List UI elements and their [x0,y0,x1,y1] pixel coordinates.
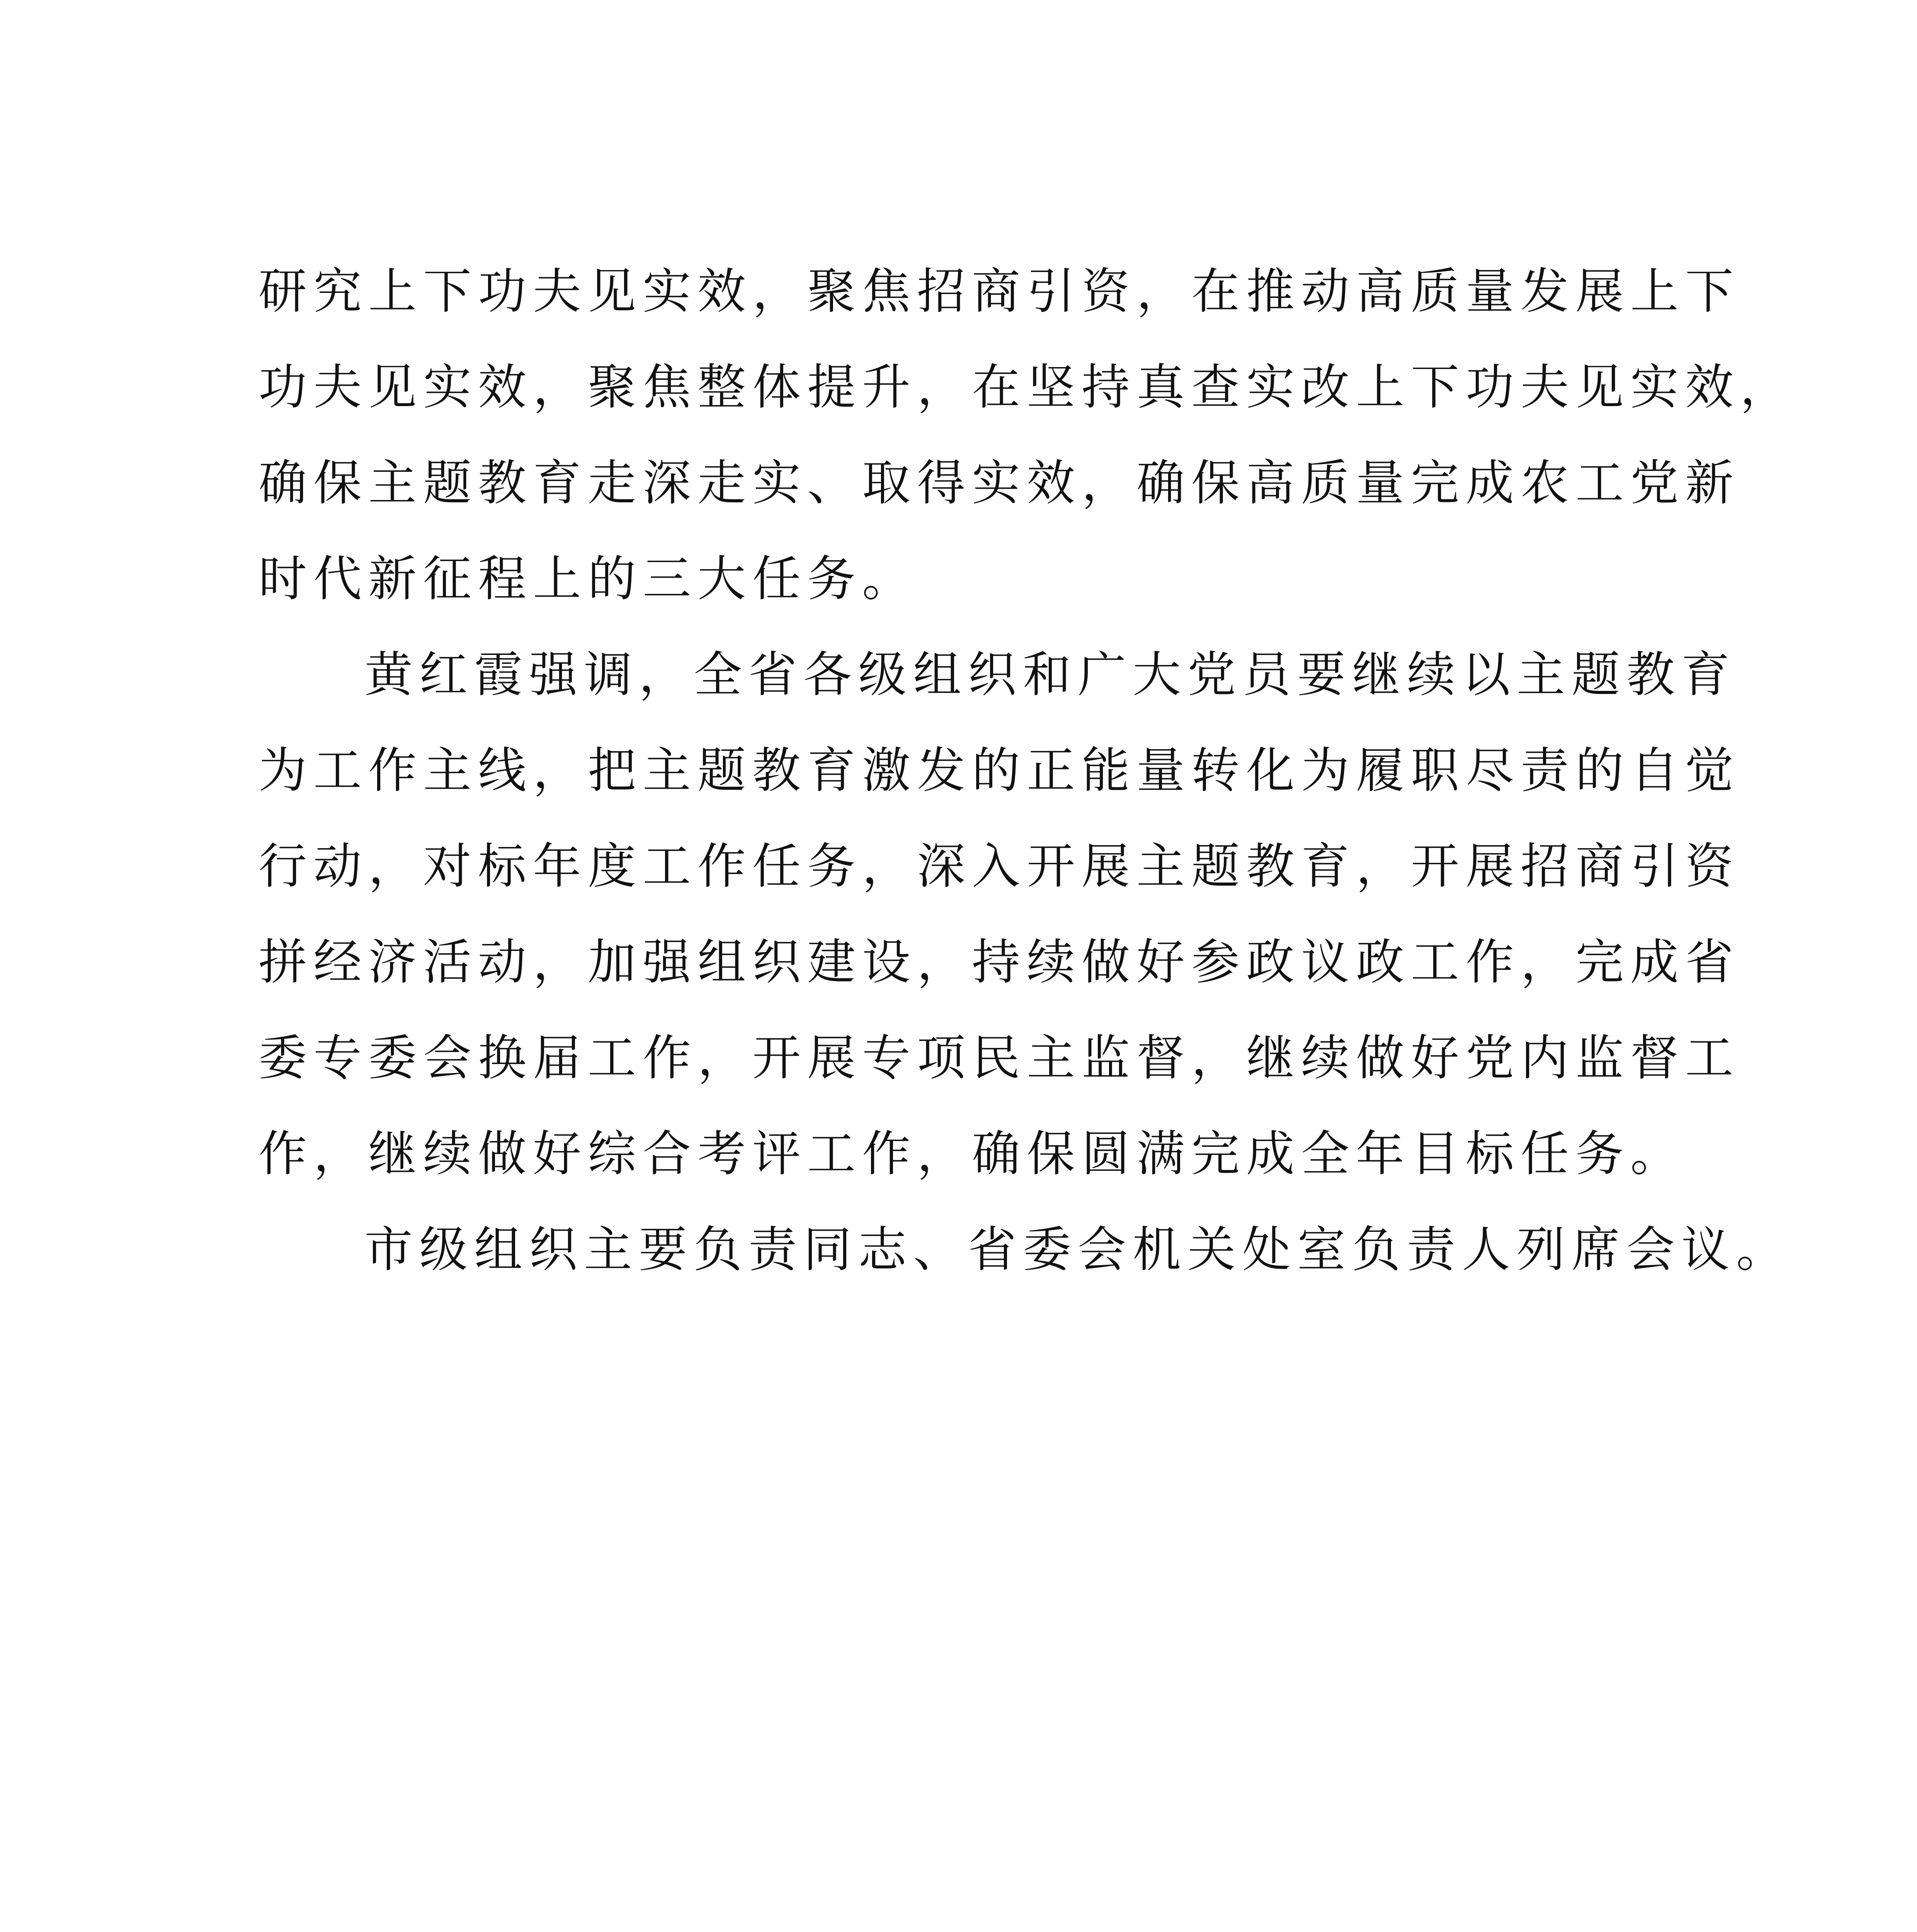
paragraph-line: 行动，对标年度工作任务，深入开展主题教育，开展招商引资 [259,838,1740,895]
paragraph-line: 为工作主线，把主题教育激发的正能量转化为履职尽责的自觉 [259,743,1740,799]
paragraph-line: 市级组织主要负责同志、省委会机关处室负责人列席会议。 [364,1222,1791,1278]
paragraph-line: 拼经济活动，加强组织建设，持续做好参政议政工作，完成省 [259,934,1740,990]
paragraph-line: 黄红霞强调，全省各级组织和广大党员要继续以主题教育 [364,647,1736,703]
paragraph-line: 时代新征程上的三大任务。 [259,551,917,607]
paragraph-line: 功夫见实效，聚焦整体提升，在坚持真查实改上下功夫见实效， [259,359,1795,415]
paragraph-line: 委专委会换届工作，开展专项民主监督，继续做好党内监督工 [259,1030,1740,1086]
paragraph-line: 研究上下功夫见实效，聚焦招商引资，在推动高质量发展上下 [259,264,1740,320]
paragraph-line: 确保主题教育走深走实、取得实效，确保高质量完成农工党新 [259,455,1740,511]
paragraph-line: 作，继续做好综合考评工作，确保圆满完成全年目标任务。 [259,1126,1685,1182]
